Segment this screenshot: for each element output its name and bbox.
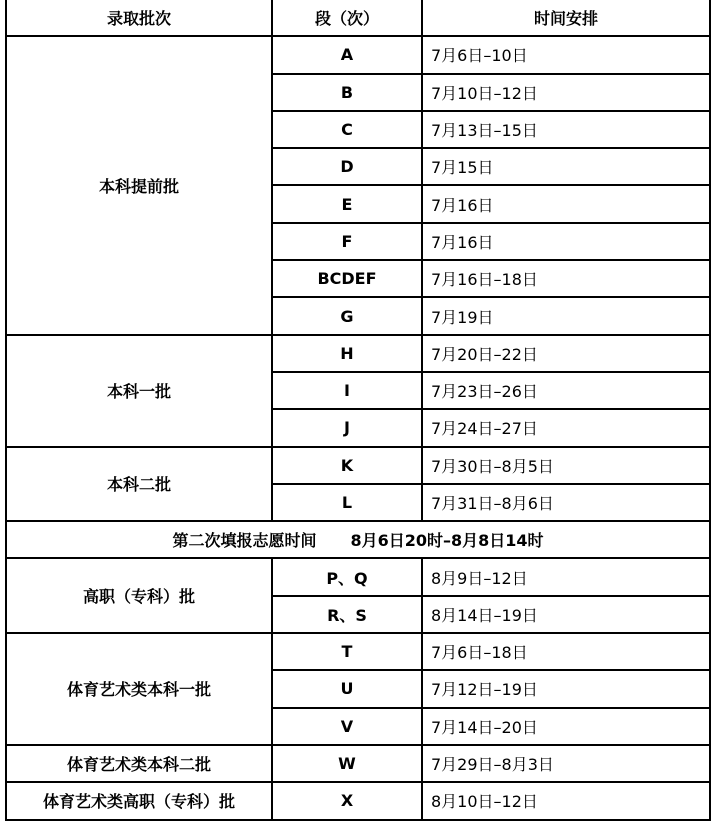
table-row — [7, 37, 709, 72]
time-cell: 7月16日 — [423, 186, 709, 221]
time-cell: 7月14日–20日 — [423, 709, 709, 744]
banner-time: 8月6日20时–8月8日14时 — [350, 531, 544, 551]
segment-cell: L — [273, 485, 421, 520]
table-row — [7, 448, 709, 483]
batch-cell: 本科一批 — [7, 336, 271, 446]
segment-cell: A — [273, 37, 421, 72]
time-cell: 8月9日–12日 — [423, 559, 709, 594]
table-row — [7, 746, 709, 781]
segment-cell: U — [273, 671, 421, 706]
time-cell: 7月19日 — [423, 298, 709, 333]
segment-cell: D — [273, 149, 421, 184]
batch-cell: 高职（专科）批 — [7, 559, 271, 632]
segment-cell: K — [273, 448, 421, 483]
time-cell: 7月13日–15日 — [423, 112, 709, 147]
time-cell: 7月24日–27日 — [423, 410, 709, 445]
second-application-banner — [7, 522, 709, 557]
banner-label: 第二次填报志愿时间 — [172, 531, 317, 551]
segment-cell: I — [273, 373, 421, 408]
table-body — [7, 37, 709, 818]
batch-cell: 体育艺术类高职（专科）批 — [7, 783, 271, 818]
table-row — [7, 634, 709, 669]
segment-cell: B — [273, 75, 421, 110]
time-cell: 7月15日 — [423, 149, 709, 184]
header-batch: 录取批次 — [7, 0, 271, 35]
time-cell: 7月16日–18日 — [423, 261, 709, 296]
time-cell: 7月6日–10日 — [423, 37, 709, 72]
segment-cell: G — [273, 298, 421, 333]
time-cell: 7月10日–12日 — [423, 75, 709, 110]
time-cell: 7月6日–18日 — [423, 634, 709, 669]
table-row — [7, 336, 709, 371]
table-row — [7, 783, 709, 818]
segment-cell: X — [273, 783, 421, 818]
segment-cell: E — [273, 186, 421, 221]
time-cell: 7月23日–26日 — [423, 373, 709, 408]
time-cell: 8月14日–19日 — [423, 597, 709, 632]
batch-cell: 本科二批 — [7, 448, 271, 521]
header-time: 时间安排 — [423, 0, 709, 35]
time-cell: 8月10日–12日 — [423, 783, 709, 818]
time-cell: 7月20日–22日 — [423, 336, 709, 371]
second-application-row — [7, 522, 709, 557]
table-row — [7, 559, 709, 594]
admission-schedule-table — [5, 0, 711, 821]
segment-cell: BCDEF — [273, 261, 421, 296]
segment-cell: J — [273, 410, 421, 445]
segment-cell: R、S — [273, 597, 421, 632]
segment-cell: P、Q — [273, 559, 421, 594]
time-cell: 7月12日–19日 — [423, 671, 709, 706]
segment-cell: H — [273, 336, 421, 371]
segment-cell: T — [273, 634, 421, 669]
batch-cell: 本科提前批 — [7, 37, 271, 333]
batch-cell: 体育艺术类本科一批 — [7, 634, 271, 744]
header-segment: 段（次） — [273, 0, 421, 35]
time-cell: 7月31日–8月6日 — [423, 485, 709, 520]
segment-cell: F — [273, 224, 421, 259]
segment-cell: C — [273, 112, 421, 147]
time-cell: 7月29日–8月3日 — [423, 746, 709, 781]
batch-cell: 体育艺术类本科二批 — [7, 746, 271, 781]
header-row — [7, 0, 709, 35]
time-cell: 7月30日–8月5日 — [423, 448, 709, 483]
segment-cell: V — [273, 709, 421, 744]
time-cell: 7月16日 — [423, 224, 709, 259]
segment-cell: W — [273, 746, 421, 781]
